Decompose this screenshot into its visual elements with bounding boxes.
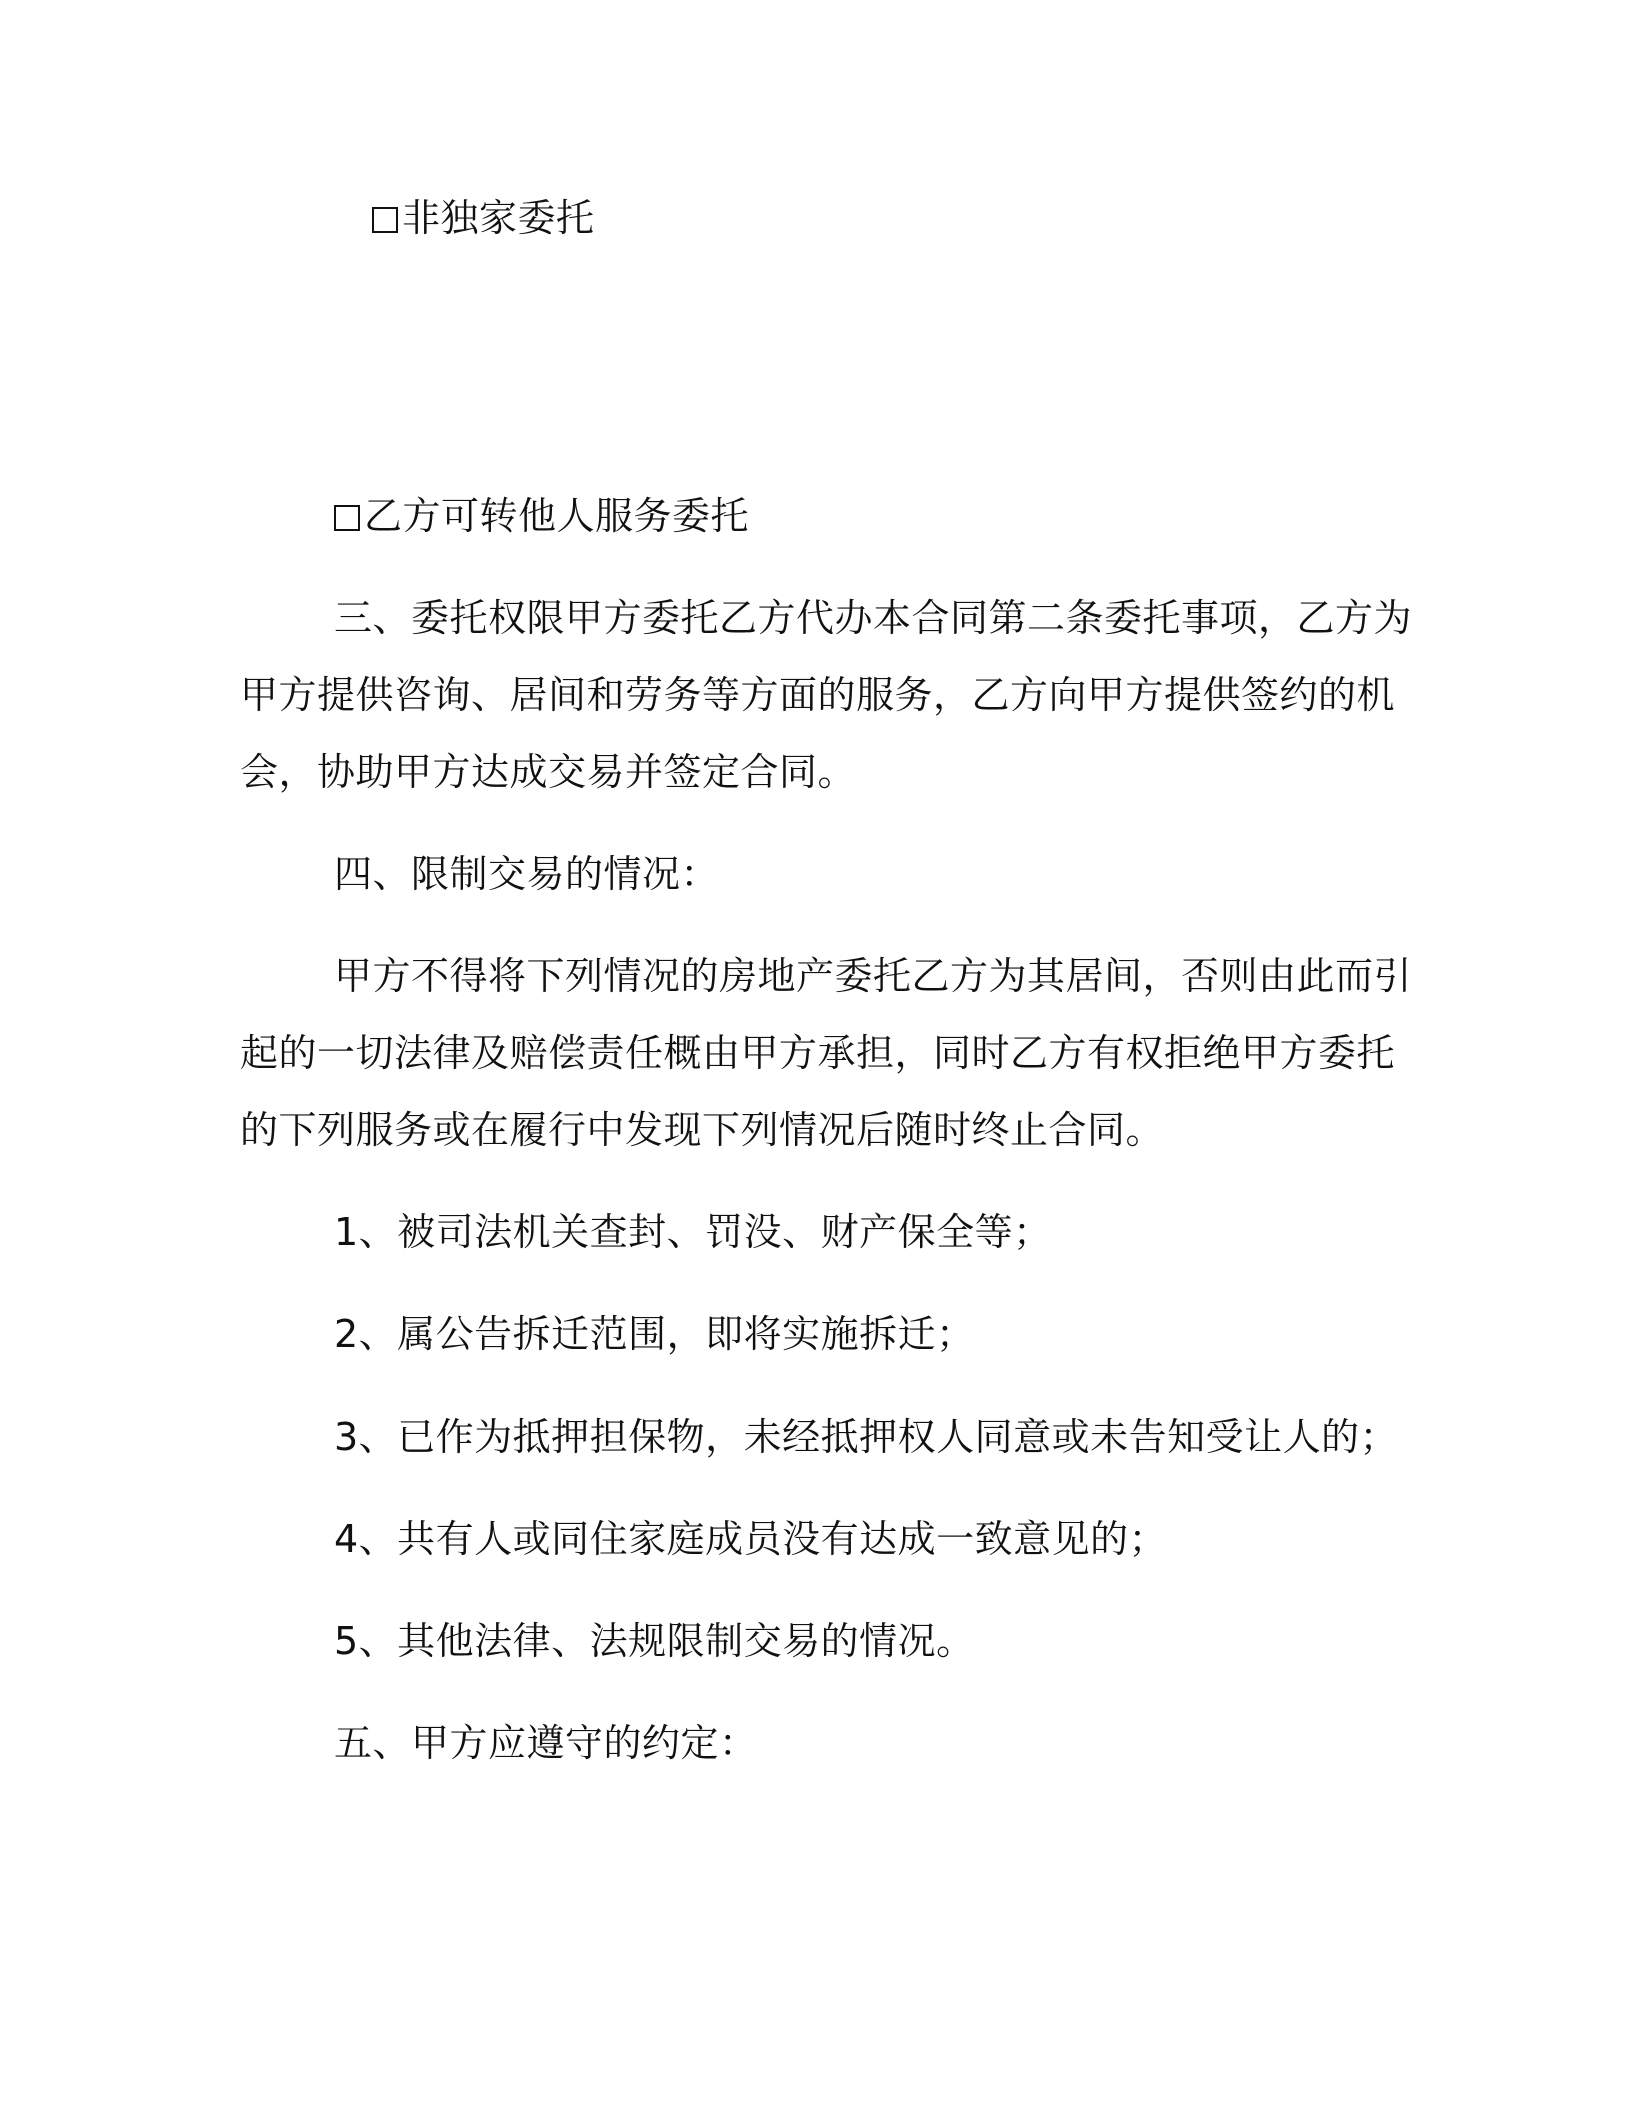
- section5-heading: 五、甲方应遵守的约定：: [334, 1721, 758, 1765]
- section4-heading: 四、限制交易的情况：: [334, 852, 720, 896]
- section4-body-line-1: 甲方不得将下列情况的房地产委托乙方为其居间，否则由此而引: [334, 954, 1413, 998]
- section3-line-3: 会，协助甲方达成交易并签定合同。: [240, 750, 857, 794]
- option-transferable: [334, 492, 749, 540]
- section4-item-3: 3、已作为抵押担保物，未经抵押权人同意或未告知受让人的；: [334, 1415, 1399, 1459]
- option-non-exclusive: [372, 194, 595, 242]
- section4-body-line-2: 起的一切法律及赔偿责任概由甲方承担，同时乙方有权拒绝甲方委托: [240, 1031, 1396, 1075]
- section4-body-line-3: 的下列服务或在履行中发现下列情况后随时终止合同。: [240, 1108, 1165, 1152]
- section4-item-4: 4、共有人或同住家庭成员没有达成一致意见的；: [334, 1517, 1168, 1561]
- section4-item-2: 2、属公告拆迁范围，即将实施拆迁；: [334, 1312, 975, 1356]
- section4-item-5: 5、其他法律、法规限制交易的情况。: [334, 1619, 975, 1663]
- checkbox-transferable[interactable]: [334, 505, 360, 531]
- section3-line-2: 甲方提供咨询、居间和劳务等方面的服务，乙方向甲方提供签约的机: [240, 673, 1396, 717]
- option-transferable-label: 乙方可转他人服务委托: [364, 494, 750, 538]
- section4-item-1: 1、被司法机关查封、罚没、财产保全等；: [334, 1210, 1052, 1254]
- option-non-exclusive-label: 非独家委托: [402, 196, 595, 240]
- section3-line-1: 三、委托权限甲方委托乙方代办本合同第二条委托事项，乙方为: [334, 596, 1413, 640]
- checkbox-non-exclusive[interactable]: [372, 207, 398, 233]
